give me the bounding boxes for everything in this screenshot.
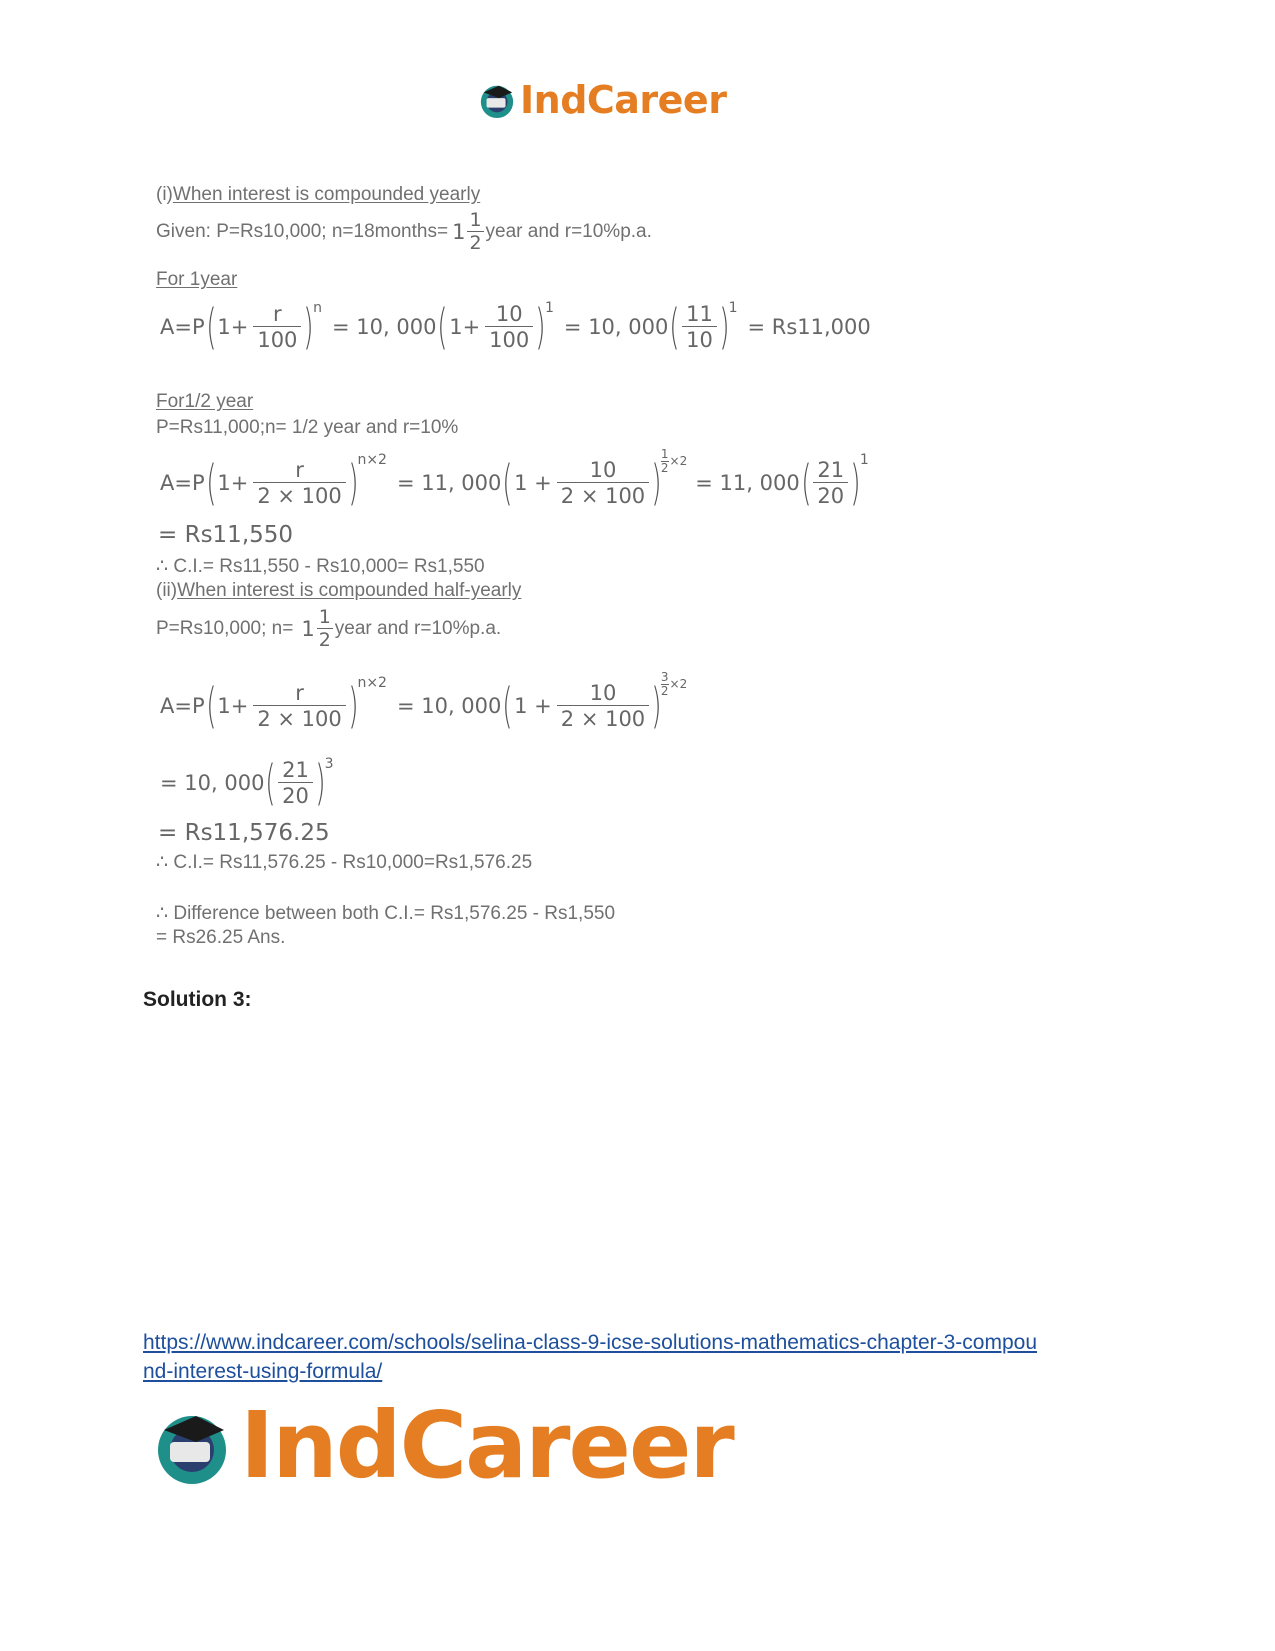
eq3-frac-10: $\frac{10}{2 \times 100}$ <box>557 681 649 732</box>
equation-2: A=P ( 1+ $\frac{r}{2 \times 100}$ ) n×2 = 11, 000 ( 1 + $\frac{10}{2 \times 100}$ ) $\frac{1}{2}$ ×2 = 11, 000 ( $\frac{21}{20}$ ) 1 <box>160 447 869 511</box>
eq4-frac-21: $\frac{21}{20}$ <box>278 758 313 809</box>
equation-4: = 10, 000 ( $\frac{21}{20}$ ) 3 <box>160 755 334 811</box>
ci-yearly: ∴ C.I.= Rs11,550 - Rs10,000= Rs1,550 <box>156 556 485 577</box>
brand-name: IndCareer <box>520 78 727 122</box>
eq1-exp-1b: 1 <box>728 300 738 316</box>
answer-line: = Rs26.25 Ans. <box>156 927 286 948</box>
given-line-2 <box>156 607 501 651</box>
result-half-year: = Rs11,550 <box>158 522 294 548</box>
given-prefix: Given: P=Rs10,000; n=18months= <box>156 221 449 242</box>
result-half-yearly: = Rs11,576.25 <box>158 820 330 846</box>
eq1-result: = Rs11,000 <box>747 315 871 339</box>
equation-3: A=P ( 1+ $\frac{r}{2 \times 100}$ ) n×2 = 10, 000 ( 1 + $\frac{10}{2 \times 100}$ ) $\frac{3}{2}$ ×2 <box>160 670 688 734</box>
for-1-year-label: For 1year <box>156 269 238 290</box>
difference-line: ∴ Difference between both C.I.= Rs1,576.25 - Rs1,550 <box>156 903 616 924</box>
eq2-exp-1: 1 <box>859 452 869 468</box>
eq2-exp: n×2 <box>357 452 387 468</box>
eq3-one-plus-2: 1 + <box>514 694 552 718</box>
eq2-frac-r: $\frac{r}{2 \times 100}$ <box>253 458 345 509</box>
given2-suffix: year and r=10%p.a. <box>334 618 502 639</box>
given2-prefix: P=Rs10,000; n= <box>156 618 294 639</box>
eq1-amount: = 10, 000 <box>332 315 437 339</box>
eq1-frac-11: $\frac{11}{10}$ <box>682 302 717 353</box>
case-2-heading <box>156 580 521 602</box>
eq3-amount: = 10, 000 <box>396 694 502 718</box>
half-year-given: P=Rs11,000;n= 1/2 year and r=10% <box>156 417 459 438</box>
given-fraction: $\frac{1}{2}$ <box>469 209 482 254</box>
eq1-amount-2: = 10, 000 <box>563 315 669 339</box>
eq1-frac-10: $\frac{10}{100}$ <box>485 302 533 353</box>
eq2-one-plus-2: 1 + <box>514 471 552 495</box>
eq2-exp-frac: $\frac{1}{2}$ ×2 <box>660 447 688 475</box>
eq3-one-plus: 1+ <box>217 694 249 718</box>
eq2-lhs: A=P <box>160 471 205 495</box>
eq2-frac-10: $\frac{10}{2 \times 100}$ <box>557 458 649 509</box>
graduation-globe-icon <box>152 1406 232 1486</box>
eq3-frac-r: $\frac{r}{2 \times 100}$ <box>253 681 345 732</box>
eq1-one-plus: 1+ <box>217 315 249 339</box>
given-suffix: year and r=10%p.a. <box>485 221 652 242</box>
eq4-exp: 3 <box>324 756 334 772</box>
footer-brand-name: IndCareer <box>240 1392 733 1499</box>
case-1-title: When interest is compounded yearly <box>172 184 481 205</box>
source-link-line-2[interactable]: nd-interest-using-formula/ <box>143 1360 383 1383</box>
eq1-one-plus-2: 1+ <box>449 315 481 339</box>
eq2-one-plus: 1+ <box>217 471 249 495</box>
eq1-frac-r: $\frac{r}{100}$ <box>253 302 301 353</box>
eq3-exp: n×2 <box>357 675 387 691</box>
graduation-globe-icon <box>478 81 516 119</box>
case-2-label: (ii) <box>156 580 178 601</box>
eq2-amount-2: = 11, 000 <box>695 471 800 495</box>
case-1-heading <box>156 184 480 206</box>
eq1-exp-n: n <box>313 300 323 316</box>
ci-half-yearly: ∴ C.I.= Rs11,576.25 - Rs10,000=Rs1,576.25 <box>156 852 533 873</box>
case-1-label: (i) <box>156 184 173 205</box>
solution-3-heading: Solution 3: <box>143 988 252 1011</box>
given-line <box>156 210 652 254</box>
given-whole: 1 <box>452 220 466 244</box>
given2-whole: 1 <box>301 617 315 641</box>
given2-fraction: $\frac{1}{2}$ <box>318 606 331 651</box>
eq1-lhs: A=P <box>160 315 205 339</box>
header-logo <box>478 80 726 120</box>
for-half-year-label: For1/2 year <box>156 391 254 412</box>
case-2-title: When interest is compounded half-yearly <box>177 580 522 601</box>
eq3-exp-frac: $\frac{3}{2}$ ×2 <box>660 670 688 698</box>
eq2-frac-21: $\frac{21}{20}$ <box>813 458 848 509</box>
source-link-line-1[interactable]: https://www.indcareer.com/schools/selina-class-9-icse-solutions-mathematics-chapter-3-compou <box>143 1331 1038 1354</box>
equation-1: A=P ( 1+ $\frac{r}{100}$ ) n = 10, 000 ( 1+ $\frac{10}{100}$ ) 1 = 10, 000 ( $\frac{11}{10}$ ) 1 = Rs11,000 <box>160 299 871 355</box>
eq3-lhs: A=P <box>160 694 205 718</box>
source-link[interactable] <box>143 1328 1143 1386</box>
eq4-amount: = 10, 000 <box>160 771 265 795</box>
eq1-exp-1: 1 <box>545 300 554 316</box>
eq2-amount: = 11, 000 <box>396 471 502 495</box>
footer-logo <box>152 1392 733 1499</box>
